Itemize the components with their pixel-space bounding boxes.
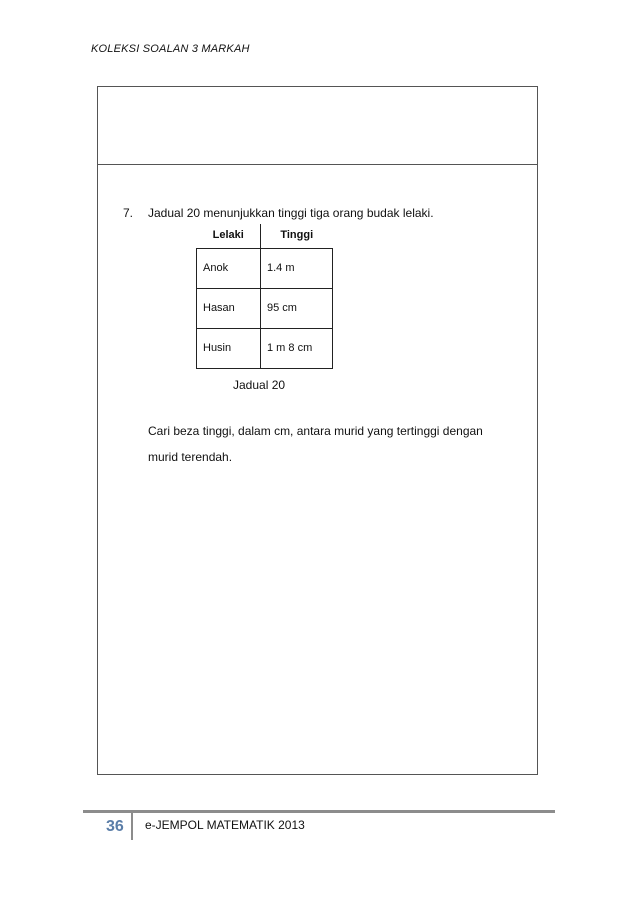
table-cell-height: 1 m 8 cm: [261, 328, 333, 368]
table-cell-name: Hasan: [197, 288, 261, 328]
footer-title: e-JEMPOL MATEMATIK 2013: [145, 818, 305, 832]
table-cell-name: Anok: [197, 248, 261, 288]
question-stem: Jadual 20 menunjukkan tinggi tiga orang budak lelaki.: [148, 206, 434, 220]
table-caption: Jadual 20: [233, 378, 286, 392]
table-cell-height: 1.4 m: [261, 248, 333, 288]
table-row: [197, 328, 333, 368]
question-prompt: Cari beza tinggi, dalam cm, antara murid yang tertinggi dengan murid terendah.: [148, 424, 483, 464]
height-table: [196, 224, 333, 369]
table-header-row: [197, 224, 333, 248]
table-cell-height: 95 cm: [261, 288, 333, 328]
footer-rule: [83, 810, 555, 813]
table-cell-name: Husin: [197, 328, 261, 368]
question-number: 7.: [123, 206, 134, 220]
previous-question-answer-box: [98, 87, 537, 165]
table-header-lelaki: Lelaki: [197, 224, 261, 248]
footer-divider: [131, 812, 133, 840]
page-number: 36: [106, 818, 124, 835]
page-header-title: KOLEKSI SOALAN 3 MARKAH: [91, 43, 250, 55]
table-header-tinggi: Tinggi: [261, 224, 333, 248]
table-row: [197, 288, 333, 328]
table-row: [197, 248, 333, 288]
